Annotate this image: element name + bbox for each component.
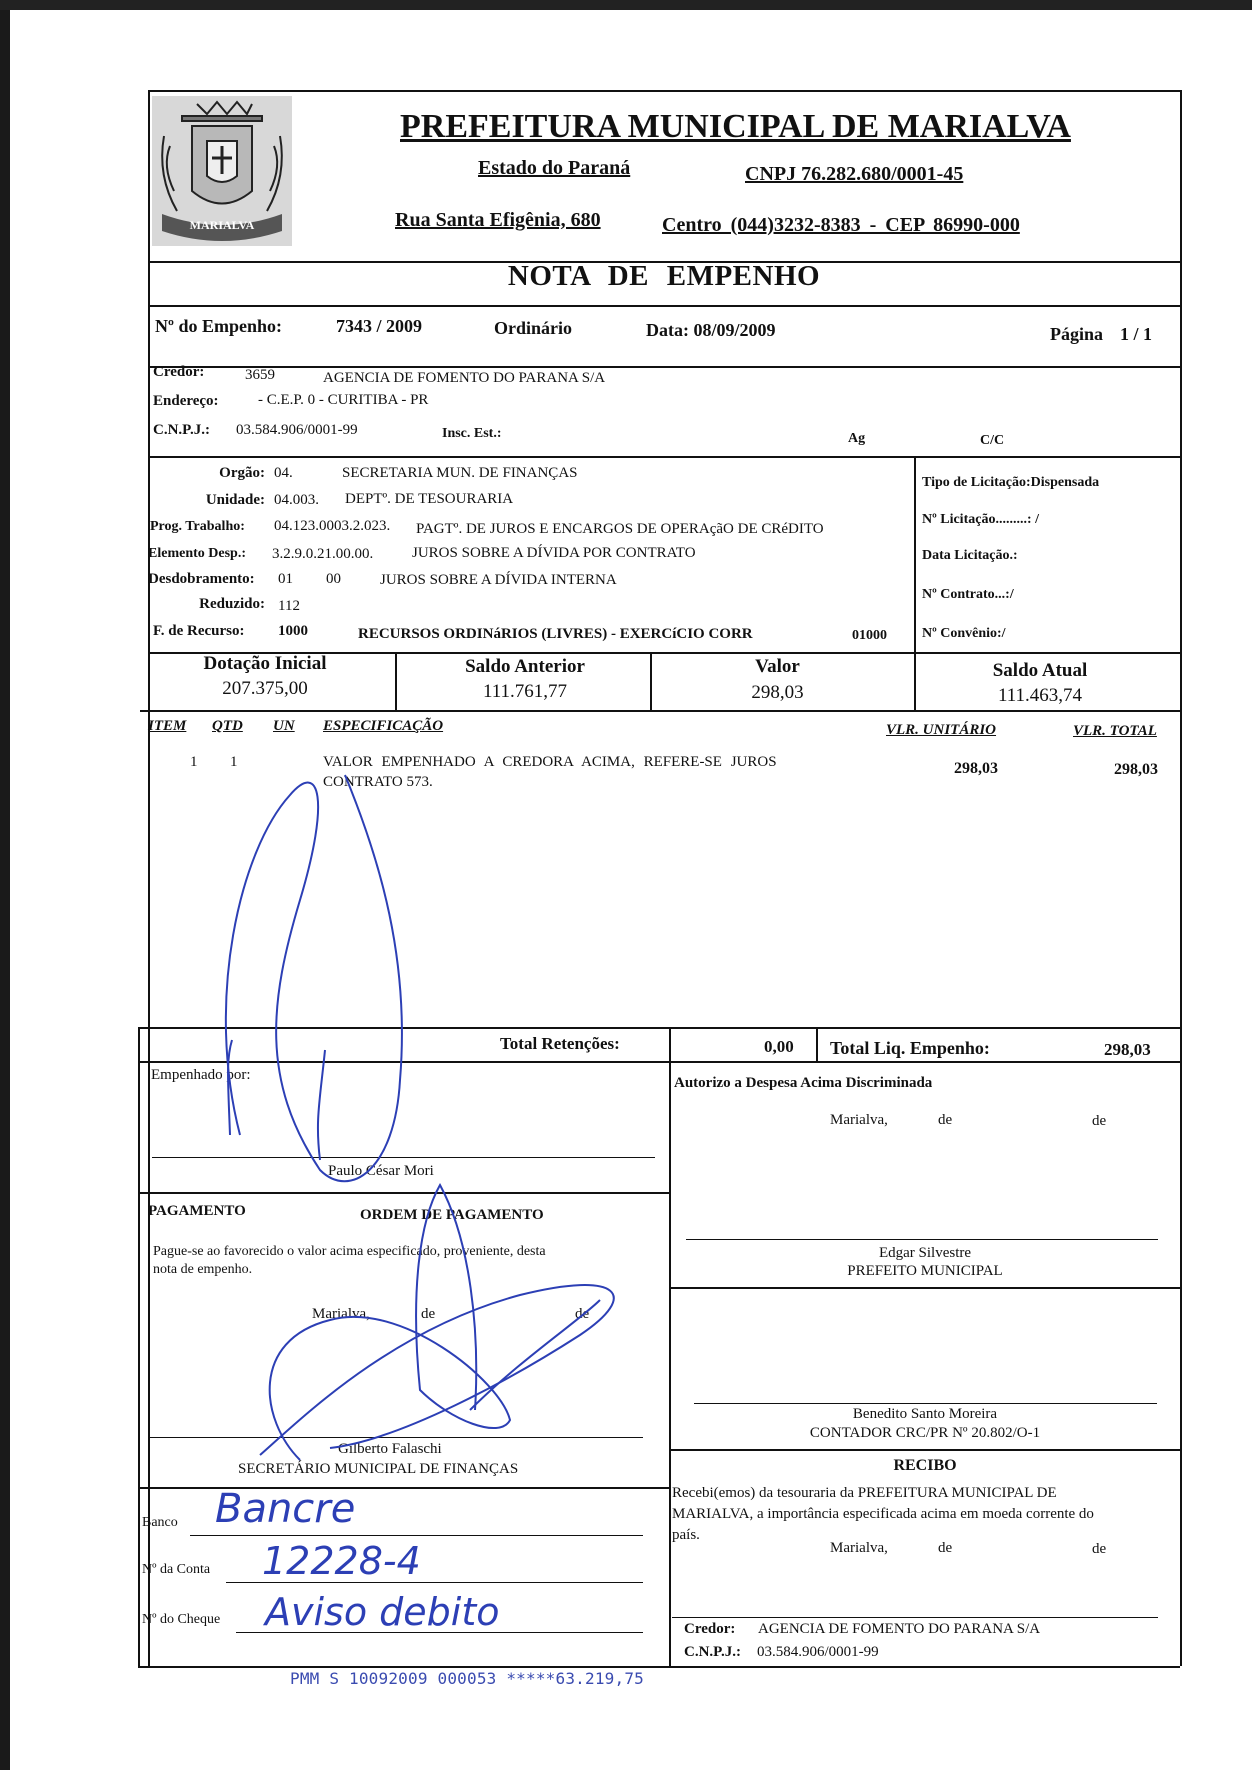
recibo-cnpj-label: C.N.P.J.: (684, 1644, 741, 1660)
reduzido-value: 112 (278, 598, 300, 614)
header-state: Estado do Paraná (478, 157, 631, 179)
desd-code1: 01 (278, 571, 293, 587)
ordem-label: ORDEM DE PAGAMENTO (360, 1207, 544, 1223)
recurso-code: 1000 (278, 623, 308, 639)
autorizo-signer: Edgar Silvestre (878, 1245, 972, 1261)
recibo-text3: país. (672, 1527, 700, 1543)
balance-label: Saldo Atual (992, 660, 1088, 681)
recurso-label: F. de Recurso: (153, 623, 245, 639)
prog-label: Prog. Trabalho: (150, 519, 245, 534)
recibo-text2: MARIALVA, a importância especificada acima em moeda corrente do (672, 1506, 1094, 1522)
balance-value: 111.761,77 (482, 681, 568, 702)
item-spec-line1: VALOR EMPENHADO A CREDORA ACIMA, REFERE-SE JUROS (323, 754, 777, 770)
autorizo-role: PREFEITO MUNICIPAL (847, 1263, 1003, 1279)
col-un: UN (273, 718, 295, 734)
empenhado-signer: Paulo César Mori (328, 1163, 434, 1179)
liquido-value: 298,03 (1104, 1040, 1151, 1059)
empenhado-label: Empenhado por: (151, 1067, 251, 1083)
autorizo-de2: de (1092, 1113, 1107, 1129)
unidade-label: Unidade: (205, 492, 265, 508)
cc-label: C/C (980, 433, 1005, 448)
prog-name: PAGTº. DE JUROS E ENCARGOS DE OPERAçãO DE CRéDITO (416, 521, 824, 537)
cnpj-label: C.N.P.J.: (153, 422, 210, 438)
recibo-text1: Recebi(emos) da tesouraria da PREFEITURA MUNICIPAL DE (672, 1485, 1057, 1501)
pagamento-text2: nota de empenho. (153, 1262, 253, 1277)
orgao-label: Orgão: (219, 465, 265, 481)
balance-label: Valor (755, 656, 800, 677)
address-label: Endereço: (153, 393, 219, 409)
licitacao-numero: Nº Licitação.........: / (922, 512, 1039, 527)
desd-label: Desdobramento: (148, 571, 255, 587)
prog-code: 04.123.0003.2.023. (274, 518, 391, 534)
stamp-text: PMM S 10092009 000053 *****63.219,75 (290, 1669, 644, 1688)
elem-label: Elemento Desp.: (148, 546, 246, 561)
unidade-name: DEPTº. DE TESOURARIA (345, 491, 514, 507)
credor-label: Credor: (153, 364, 205, 380)
ag-label: Ag (848, 431, 866, 446)
pagamento-signer: Gilberto Falaschi (338, 1441, 442, 1457)
orgao-name: SECRETARIA MUN. DE FINANÇAS (342, 465, 578, 481)
col-total-value: VLR. TOTAL (1073, 723, 1157, 739)
retencoes-label: Total Retenções: (500, 1034, 620, 1053)
insc-label: Insc. Est.: (442, 426, 502, 441)
recurso-code2: 01000 (852, 628, 887, 643)
header-district: Centro (044)3232-8383 - CEP 86990-000 (662, 214, 1020, 236)
cheque-label: Nº do Cheque (142, 1612, 221, 1627)
contador-signer: Benedito Santo Moreira (852, 1406, 998, 1422)
item-number: 1 (190, 754, 198, 770)
balance-value: 298,03 (751, 682, 804, 703)
page-label: Página (1050, 324, 1104, 344)
balance-value: 111.463,74 (997, 685, 1083, 706)
col-item: ITEM (148, 718, 187, 734)
credor-cnpj: 03.584.906/0001-99 (236, 422, 358, 438)
col-qtd: QTD (212, 718, 243, 734)
autorizo-title: Autorizo a Despesa Acima Discriminada (674, 1075, 933, 1091)
liquido-label: Total Liq. Empenho: (830, 1038, 990, 1058)
contador-role: CONTADOR CRC/PR Nº 20.802/O-1 (809, 1425, 1041, 1441)
item-spec-line2: CONTRATO 573. (323, 774, 433, 790)
balance-label: Dotação Inicial (203, 653, 327, 674)
pagamento-de2: de (575, 1306, 590, 1322)
retencoes-value: 0,00 (764, 1037, 794, 1056)
elem-code: 3.2.9.0.21.00.00. (272, 546, 374, 562)
desd-code2: 00 (326, 571, 341, 587)
empenho-date: Data: 08/09/2009 (646, 320, 776, 340)
conta-label: Nº da Conta (142, 1562, 211, 1577)
empenho-label: Nº do Empenho: (155, 316, 282, 336)
credor-code: 3659 (245, 367, 275, 383)
item-unit-value: 298,03 (954, 760, 998, 777)
item-total-value: 298,03 (1114, 761, 1158, 778)
pagamento-city: Marialva, (312, 1306, 370, 1322)
item-qtd: 1 (230, 754, 238, 770)
unidade-code: 04.003. (274, 492, 319, 508)
header-street: Rua Santa Efigênia, 680 (395, 209, 601, 231)
header-cnpj: CNPJ 76.282.680/0001-45 (745, 163, 964, 185)
autorizo-city: Marialva, (830, 1112, 888, 1128)
recurso-name: RECURSOS ORDINáRIOS (LIVRES) - EXERCíCIO CORR (358, 626, 753, 642)
col-spec: ESPECIFICAÇÃO (323, 718, 444, 734)
balance-label: Saldo Anterior (465, 656, 585, 677)
licitacao-tipo: Tipo de Licitação:Dispensada (922, 475, 1100, 490)
recibo-credor-label: Credor: (684, 1621, 736, 1637)
recibo-de2: de (1092, 1541, 1107, 1557)
recibo-title: RECIBO (893, 1457, 957, 1474)
page-number: 1 / 1 (1120, 324, 1153, 344)
recibo-city: Marialva, (830, 1540, 888, 1556)
pagamento-text1: Pague-se ao favorecido o valor acima especificado, proveniente, desta (153, 1244, 546, 1259)
credor-address: - C.E.P. 0 - CURITIBA - PR (258, 392, 429, 408)
credor-name: AGENCIA DE FOMENTO DO PARANA S/A (323, 370, 606, 386)
svg-text:MARIALVA: MARIALVA (189, 218, 255, 232)
recibo-credor-name: AGENCIA DE FOMENTO DO PARANA S/A (758, 1621, 1041, 1637)
pagamento-de1: de (421, 1306, 436, 1322)
banco-label: Banco (142, 1515, 178, 1530)
col-unit-value: VLR. UNITÁRIO (886, 722, 997, 738)
balance-value: 207.375,00 (222, 678, 308, 699)
doc-title: NOTA DE EMPENHO (507, 260, 821, 292)
pagamento-role: SECRETÁRIO MUNICIPAL DE FINANÇAS (238, 1461, 519, 1477)
pagamento-label: PAGAMENTO (148, 1203, 246, 1219)
autorizo-de1: de (938, 1112, 953, 1128)
orgao-code: 04. (274, 465, 293, 481)
recibo-de1: de (938, 1540, 953, 1556)
conta-handwriting: 12228-4 (262, 1539, 421, 1583)
banco-handwriting: Bancre (215, 1486, 356, 1532)
licitacao-contrato: Nº Contrato...:/ (922, 587, 1014, 602)
licitacao-data: Data Licitação.: (922, 548, 1018, 563)
recibo-cnpj: 03.584.906/0001-99 (757, 1644, 879, 1660)
reduzido-label: Reduzido: (199, 596, 265, 612)
desd-name: JUROS SOBRE A DÍVIDA INTERNA (380, 572, 617, 588)
header-title: PREFEITURA MUNICIPAL DE MARIALVA (400, 108, 1071, 145)
licitacao-convenio: Nº Convênio:/ (922, 626, 1006, 641)
empenho-type: Ordinário (494, 318, 573, 338)
empenho-number: 7343 / 2009 (336, 316, 423, 336)
elem-name: JUROS SOBRE A DÍVIDA POR CONTRATO (412, 545, 696, 561)
cheque-handwriting: Aviso debito (265, 1590, 500, 1634)
